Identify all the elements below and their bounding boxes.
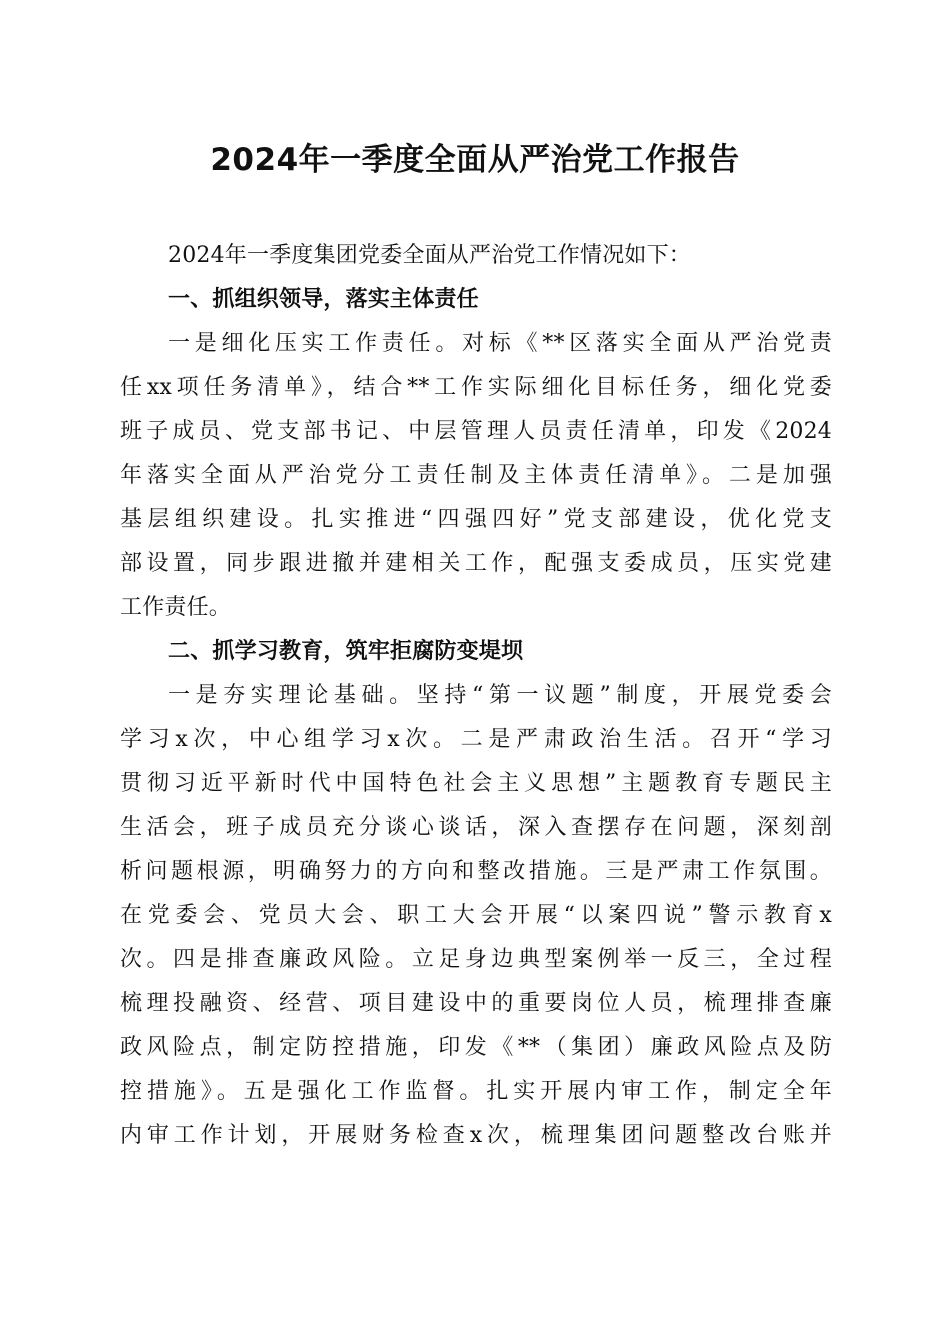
paragraph-line: 年落实全面从严治党分工责任制及主体责任清单》。二是加强 [120,463,832,488]
paragraph-line: 班子成员、党支部书记、中层管理人员责任清单，印发《2024 [120,419,832,444]
paragraph-line: 一是细化压实工作责任。对标《**区落实全面从严治党责 [168,331,832,356]
paragraph-line: 次。四是排查廉政风险。立足身边典型案例举一反三，全过程 [120,947,832,972]
section-1-paragraph [120,322,832,630]
paragraph-line: 贯彻习近平新时代中国特色社会主义思想”主题教育专题民主 [120,771,832,796]
paragraph-line: 在党委会、党员大会、职工大会开展“以案四说”警示教育x [120,903,832,928]
paragraph-line: 梳理投融资、经营、项目建设中的重要岗位人员，梳理排查廉 [120,991,832,1016]
paragraph-line: 析问题根源，明确努力的方向和整改措施。三是严肃工作氛围。 [120,859,832,884]
document-body [120,234,832,1158]
paragraph-line: 生活会，班子成员充分谈心谈话，深入查摆存在问题，深刻剖 [120,815,832,840]
paragraph-line: 部设置，同步跟进撤并建相关工作，配强支委成员，压实党建 [120,551,832,576]
paragraph-line: 学习x次，中心组学习x次。二是严肃政治生活。召开“学习 [120,727,832,752]
paragraph-line: 政风险点，制定防控措施，印发《**（集团）廉政风险点及防 [120,1035,832,1060]
section-1-heading: 一、抓组织领导，落实主体责任 [168,287,479,312]
paragraph-line: 任xx项任务清单》，结合**工作实际细化目标任务，细化党委 [120,375,832,400]
document-title: 2024年一季度全面从严治党工作报告 [210,142,740,178]
paragraph-line: 一是夯实理论基础。坚持“第一议题”制度，开展党委会 [168,683,832,708]
paragraph-line: 控措施》。五是强化工作监督。扎实开展内审工作，制定全年 [120,1079,832,1104]
paragraph-line: 内审工作计划，开展财务检查x次，梳理集团问题整改台账并 [120,1123,832,1148]
paragraph-line: 工作责任。 [120,595,232,620]
intro-paragraph: 2024年一季度集团党委全面从严治党工作情况如下： [168,243,691,268]
paragraph-line: 基层组织建设。扎实推进“四强四好”党支部建设，优化党支 [120,507,832,532]
section-2-paragraph [120,674,832,1158]
section-2-heading: 二、抓学习教育，筑牢拒腐防变堤坝 [168,639,524,664]
